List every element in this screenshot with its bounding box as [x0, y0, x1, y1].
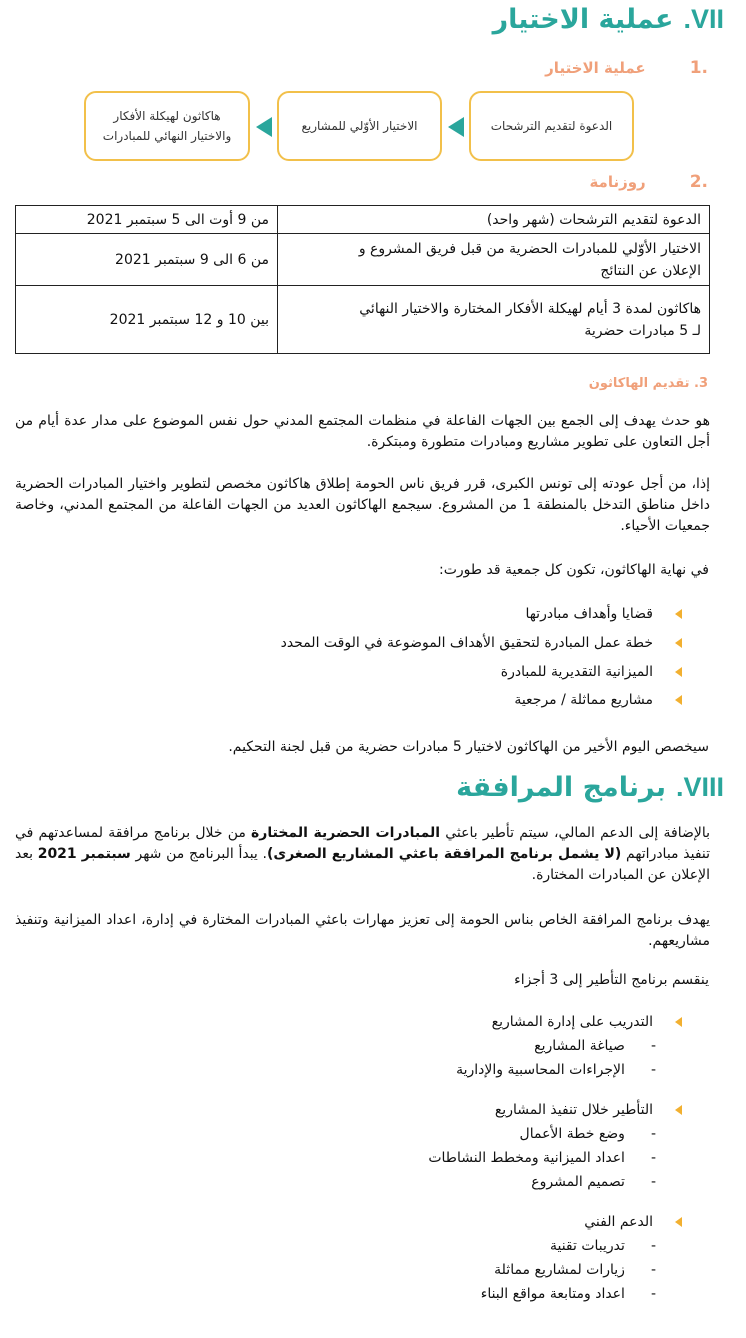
- subsection-1-number: .1: [689, 58, 708, 78]
- table-row: [16, 286, 710, 354]
- list-item: - تدريبات تقنية: [549, 1238, 656, 1254]
- list-item: - صياغة المشاريع: [534, 1038, 656, 1054]
- bullet-icon: [675, 695, 682, 705]
- subsection-1-heading: [545, 58, 708, 78]
- subsection-2-number: .2: [689, 172, 708, 192]
- flow-arrow-icon: [448, 117, 464, 137]
- table-cell-stage: هاكاثون لمدة 3 أيام لهيكلة الأفكار المختارة والاختيار النهائي لـ 5 مبادرات حضرية: [278, 286, 710, 354]
- list-item: - زيارات لمشاريع مماثلة: [494, 1262, 656, 1278]
- section-7-heading: [493, 2, 724, 37]
- flow-step-hackathon: [84, 91, 250, 161]
- list-item: - تصميم المشروع: [531, 1174, 656, 1190]
- hackathon-context-paragraph: إذا، من أجل عودته إلى تونس الكبرى، قرر فريق ناس الحومة إطلاق هاكاثون مخصص لتطوير واختيار المبادرات الحضرية داخل مناطق التدخل بالمنطقة 1 من المشروع. سيجمع الهاكاثون العديد من الجهات الفاعلة من المجتمع المدني، وخاصة جمعيات الأحياء.: [15, 476, 710, 534]
- outcomes-intro: في نهاية الهاكاثون، تكون كل جمعية قد طورت:: [439, 562, 709, 578]
- list-item: مشاريع مماثلة / مرجعية: [514, 690, 682, 710]
- table-cell-date: من 9 أوت الى 5 سبتمبر 2021: [16, 206, 278, 234]
- list-item: - وضع خطة الأعمال: [519, 1126, 656, 1142]
- bullet-icon: [675, 1017, 682, 1027]
- support-program-paragraph: بالإضافة إلى الدعم المالي، سيتم تأطير باعثي المبادرات الحضرية المختارة من خلال برنامج مرافقة لمساعدتهم في تنفيذ مبادراتهم (لا يشمل برنامج المرافقة باعثي المشاريع الصغرى). يبدأ البرنامج من شهر سبتمبر 2021 بعد الإعلان عن المبادرات المختارة.: [15, 825, 711, 883]
- table-cell-stage: الاختيار الأوّلي للمبادرات الحضرية من قبل فريق المشروع و الإعلان عن النتائج: [278, 234, 710, 286]
- bullet-icon: [675, 609, 682, 619]
- part-title: الدعم الفني: [584, 1212, 682, 1232]
- table-cell-date: بين 10 و 12 سبتمبر 2021: [16, 286, 278, 354]
- schedule-table: [15, 205, 710, 354]
- hackathon-definition-paragraph: هو حدث يهدف إلى الجمع بين الجهات الفاعلة في منظمات المجتمع المدني حول نفس الموضوع على مدار عدة أيام من أجل التعاون على تطوير مشاريع ومبادرات متطورة ومبتكرة.: [15, 413, 710, 450]
- list-item: قضايا وأهداف مبادرتها: [525, 604, 682, 624]
- flow-step-label-line2: والاختيار النهائي للمبادرات: [102, 129, 232, 143]
- bullet-icon: [675, 1105, 682, 1115]
- section-7-title: عملية الاختيار: [492, 4, 674, 35]
- list-item: - اعداد ومتابعة مواقع البناء: [480, 1286, 656, 1302]
- flow-step-call-for-applications: [469, 91, 634, 161]
- subsection-1-title: عملية الاختيار: [545, 59, 646, 77]
- closing-sentence: سيخصص اليوم الأخير من الهاكاثون لاختيار 5 مبادرات حضرية من قبل لجنة التحكيم.: [228, 739, 709, 755]
- section-7-number: VII.: [683, 4, 724, 34]
- flow-step-preselection: [277, 91, 442, 161]
- table-cell-stage: الدعوة لتقديم الترشحات (شهر واحد): [278, 206, 710, 234]
- flow-arrow-icon: [256, 117, 272, 137]
- flow-step-label: الاختيار الأوّلي للمشاريع: [301, 119, 418, 133]
- parts-intro: ينقسم برنامج التأطير إلى 3 أجزاء: [514, 972, 709, 988]
- list-item: - اعداد الميزانية ومخطط النشاطات: [428, 1150, 656, 1166]
- section-8-heading: [456, 770, 724, 805]
- list-item: خطة عمل المبادرة لتحقيق الأهداف الموضوعة في الوقت المحدد: [281, 633, 682, 653]
- section-8-number: VIII.: [675, 772, 724, 802]
- part-title: التدريب على إدارة المشاريع: [492, 1012, 682, 1032]
- subsection-2-title: روزنامة: [589, 173, 646, 191]
- table-row: [16, 206, 710, 234]
- section-8-title: برنامج المرافقة: [456, 772, 666, 803]
- bullet-icon: [675, 1217, 682, 1227]
- subsection-3-heading: 3. تقديم الهاكاثون: [588, 376, 708, 391]
- support-goal-paragraph: يهدف برنامج المرافقة الخاص بناس الحومة إلى تعزيز مهارات باعثي المبادرات المختارة في إدارة، اعداد الميزانية وتنفيذ مشاريعهم.: [15, 912, 710, 949]
- flow-step-label-line1: هاكاثون لهيكلة الأفكار: [113, 109, 221, 123]
- part-title: التأطير خلال تنفيذ المشاريع: [495, 1100, 682, 1120]
- list-item: - الإجراءات المحاسبية والإدارية: [456, 1062, 656, 1078]
- table-cell-date: من 6 الى 9 سبتمبر 2021: [16, 234, 278, 286]
- bullet-icon: [675, 667, 682, 677]
- bullet-icon: [675, 638, 682, 648]
- table-row: [16, 234, 710, 286]
- list-item: الميزانية التقديرية للمبادرة: [501, 662, 682, 682]
- subsection-2-heading: [589, 172, 708, 192]
- flow-step-label: الدعوة لتقديم الترشحات: [490, 119, 613, 133]
